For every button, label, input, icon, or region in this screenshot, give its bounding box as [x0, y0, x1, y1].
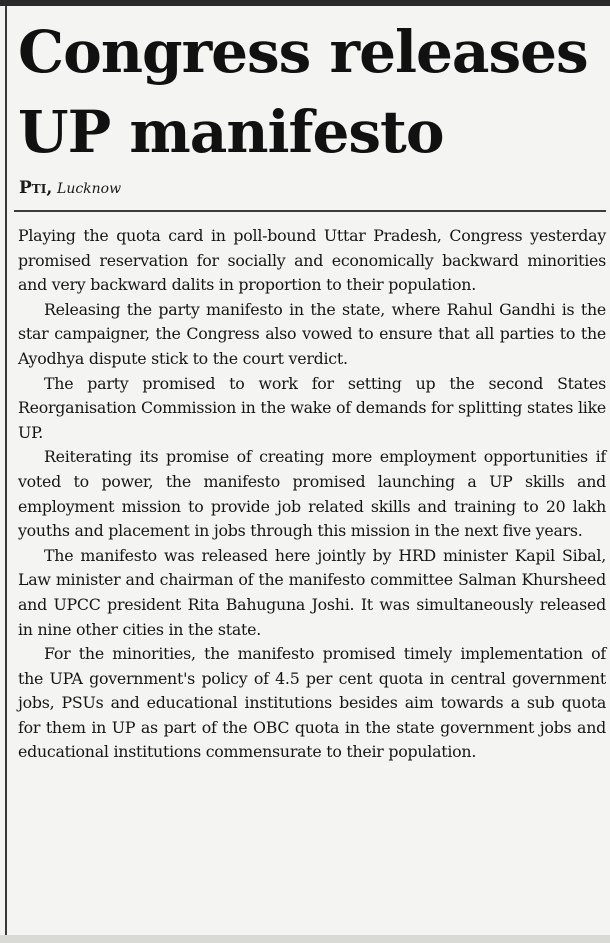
byline: [19, 178, 121, 198]
byline-separator: [14, 210, 606, 212]
paragraph: The manifesto was released here jointly by HRD minister Kapil Sibal, Law minister and chairman of the manifesto committee Salman Khursheed and UPCC president Rita Bahuguna Joshi. It was simultaneously released in nine other cities in the state.: [18, 545, 606, 639]
bottom-border: [0, 935, 610, 943]
byline-place: Lucknow: [57, 181, 122, 197]
article-body: [18, 224, 606, 765]
paragraph: Reiterating its promise of creating more employment opportunities if voted to power, the manifesto promised launching a UP skills and employment mission to provide job related skills and training to 20 lakh youths and placement in jobs through this mission in the next five years.: [18, 447, 606, 541]
paragraph: Releasing the party manifesto in the state, where Rahul Gandhi is the star campaigner, the Congress also vowed to ensure that all parties to the Ayodhya dispute stick to the court verdict.: [18, 299, 606, 368]
paragraph: Playing the quota card in poll-bound Uttar Pradesh, Congress yesterday promised reservation for socially and economically backward minorities and very backward dalits in proportion to their population.: [18, 226, 606, 295]
headline: Congress releases UP manifesto: [18, 18, 588, 166]
paragraph: The party promised to work for setting up the second States Reorganisation Commission in the wake of demands for splitting states like UP.: [18, 373, 606, 442]
left-column-rule: [5, 6, 7, 935]
byline-agency: Pti,: [19, 178, 53, 198]
top-rule: [0, 0, 610, 6]
paragraph: For the minorities, the manifesto promised timely implementation of the UPA government's policy of 4.5 per cent quota in central government jobs, PSUs and educational institutions besides aim towards a sub quota for them in UP as part of the OBC quota in the state government jobs and educational institutions commensurate to their population.: [18, 644, 606, 762]
